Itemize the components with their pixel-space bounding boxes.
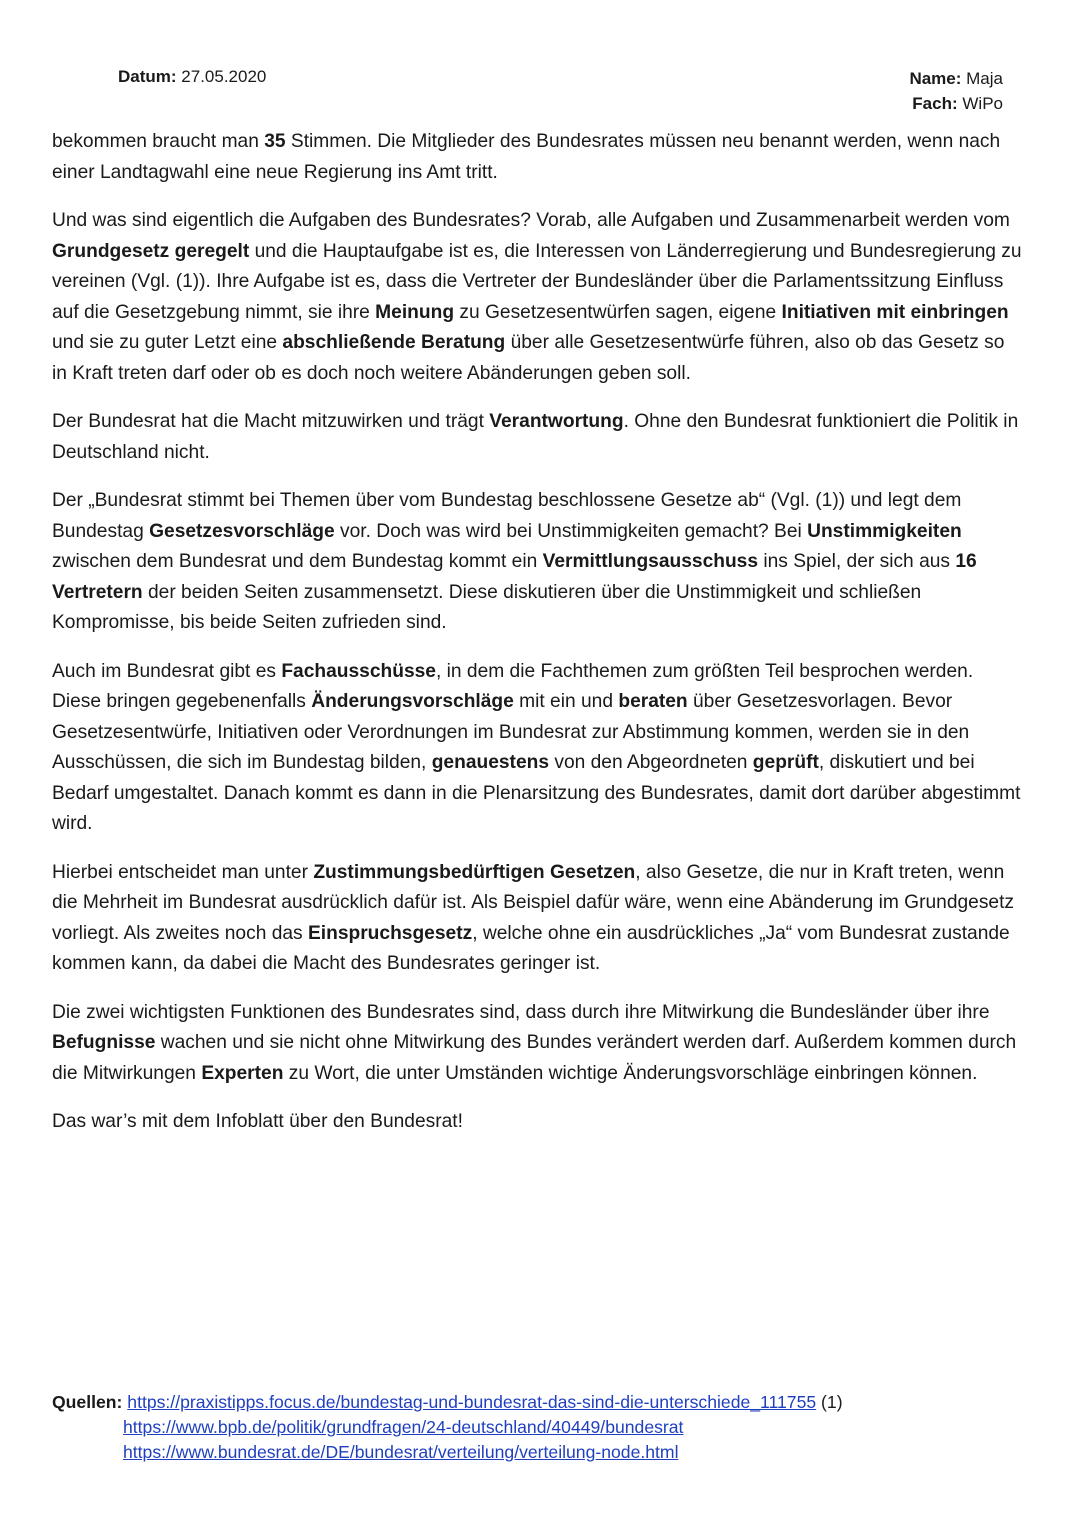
source-link[interactable]: https://praxistipps.focus.de/bundestag-und-bundesrat-das-sind-die-unterschiede_111755 xyxy=(127,1392,817,1412)
paragraph xyxy=(52,486,1022,639)
source-line xyxy=(52,1415,1042,1440)
bold-term: abschließende Beratung xyxy=(282,332,506,353)
text-run: zwischen dem Bundesrat und dem Bundestag kommt ein xyxy=(52,551,543,572)
bold-term: Fachausschüsse xyxy=(281,660,436,682)
sources-section xyxy=(52,1390,1042,1465)
text-run: zu Wort, die unter Umständen wichtige Änderungsvorschläge einbringen können. xyxy=(283,1062,978,1084)
text-run: und die Hauptaufgabe ist es, die Interessen von Länderregierung und Bundesregierung zu vereinen (Vgl. (1)). Ihre Aufgabe ist es, dass die Vertreter der Bundesländer über die Parlamentssitzung Einfluss auf die Gesetzgebung nimmt, sie ihre xyxy=(52,240,1022,323)
bold-term: Änderungsvorschläge xyxy=(311,691,514,712)
text-run: über Gesetzesvorlagen. Bevor Gesetzesentwürfe, Initiativen oder Verordnungen im Bundesrat zur Abstimmung kommen, werden sie in den Ausschüssen, die sich im Bundestag bilden, xyxy=(52,691,970,773)
bold-term: Zustimmungsbedürftigen Gesetzen xyxy=(313,861,636,883)
bold-term: genauestens xyxy=(431,752,550,773)
bold-term: Verantwortung xyxy=(489,411,624,432)
header-author xyxy=(909,66,1003,116)
bold-term: Meinung xyxy=(375,301,455,323)
bold-term: 35 xyxy=(264,131,286,152)
paragraph xyxy=(52,998,1022,1090)
paragraph xyxy=(52,407,1022,468)
text-run: Die zwei wichtigsten Funktionen des Bundesrates sind, dass durch ihre Mitwirkung die Bundesländer über ihre xyxy=(52,1001,990,1023)
paragraph xyxy=(52,657,1022,840)
document-body xyxy=(52,127,1022,1138)
text-run: mit ein und xyxy=(513,691,619,712)
text-run: Der Bundesrat hat die Macht mitzuwirken und trägt xyxy=(52,411,490,432)
paragraph xyxy=(52,858,1022,980)
subject-label: Fach: xyxy=(912,94,958,113)
text-run: . Ohne den Bundesrat funktioniert die Politik in Deutschland nicht. xyxy=(52,411,1019,463)
source-line xyxy=(52,1440,1042,1465)
text-run: , diskutiert und bei Bedarf umgestaltet. Danach kommt es dann in die Plenarsitzung des Bundesrates, damit dort darüber abgestimmt wird. xyxy=(52,752,1021,834)
subject-line xyxy=(909,91,1003,116)
bold-term: 16 Vertretern xyxy=(52,551,977,603)
bold-term: Gesetzesvorschläge xyxy=(149,520,335,542)
text-run: , in dem die Fachthemen zum größten Teil besprochen werden. Diese bringen gegebenenfalls xyxy=(52,660,974,712)
bold-term: beraten xyxy=(618,691,688,712)
text-run: wachen und sie nicht ohne Mitwirkung des Bundes verändert werden darf. Außerdem kommen durch die Mitwirkungen xyxy=(52,1032,1017,1084)
bold-term: Vermittlungsausschuss xyxy=(542,551,759,572)
text-run: Hierbei entscheidet man unter xyxy=(52,861,314,883)
text-run: ins Spiel, der sich aus xyxy=(758,551,956,572)
text-run: zu Gesetzesentwürfen sagen, eigene xyxy=(454,301,782,323)
bold-term: Einspruchsgesetz xyxy=(307,922,473,944)
paragraph xyxy=(52,1107,1022,1138)
text-run: Der „Bundesrat stimmt bei Themen über vom Bundestag beschlossene Gesetze ab“ (Vgl. (1)) und legt dem Bundestag xyxy=(52,490,962,542)
name-value: Maja xyxy=(966,69,1003,88)
source-line xyxy=(52,1390,1042,1415)
text-run: Auch im Bundesrat gibt es xyxy=(52,660,282,682)
bold-term: Befugnisse xyxy=(52,1032,156,1053)
source-link[interactable]: https://www.bundesrat.de/DE/bundesrat/verteilung/verteilung-node.html xyxy=(123,1442,679,1462)
header-date xyxy=(118,66,266,88)
date-value: 27.05.2020 xyxy=(181,67,267,86)
bold-term: Initiativen mit einbringen xyxy=(781,301,1009,323)
text-run: Und was sind eigentlich die Aufgaben des Bundesrates? Vorab, alle Aufgaben und Zusammenarbeit werden vom xyxy=(52,210,1010,231)
source-link[interactable]: https://www.bpb.de/politik/grundfragen/24-deutschland/40449/bundesrat xyxy=(123,1417,684,1437)
paragraph xyxy=(52,206,1022,389)
text-run: Stimmen. Die Mitglieder des Bundesrates müssen neu benannt werden, wenn nach einer Landtagwahl eine neue Regierung ins Amt tritt. xyxy=(52,131,1001,183)
text-run: und sie zu guter Letzt eine xyxy=(52,332,283,353)
text-run: Das war’s mit dem Infoblatt über den Bundesrat! xyxy=(52,1111,463,1132)
bold-term: Unstimmigkeiten xyxy=(807,520,962,542)
text-run: von den Abgeordneten xyxy=(549,752,753,773)
name-line xyxy=(909,66,1003,91)
text-run: über alle Gesetzesentwürfe führen, also ob das Gesetz so in Kraft treten darf oder ob es doch noch weitere Abänderungen geben soll. xyxy=(52,332,1005,384)
bold-term: Experten xyxy=(201,1062,284,1084)
bold-term: geprüft xyxy=(752,752,819,773)
text-run: vor. Doch was wird bei Unstimmigkeiten gemacht? Bei xyxy=(334,520,808,542)
source-note: (1) xyxy=(816,1392,843,1412)
text-run: , welche ohne ein ausdrückliches „Ja“ vom Bundesrat zustande kommen kann, da dabei die Macht des Bundesrates geringer ist. xyxy=(52,922,1010,974)
text-run: bekommen braucht man xyxy=(52,131,265,152)
bold-term: Grundgesetz geregelt xyxy=(52,240,250,262)
subject-value: WiPo xyxy=(962,94,1003,113)
date-label: Datum: xyxy=(118,67,177,86)
paragraph xyxy=(52,127,1022,188)
text-run: der beiden Seiten zusammensetzt. Diese diskutieren über die Unstimmigkeit und schließen Kompromisse, bis beide Seiten zufrieden sind. xyxy=(52,581,922,633)
name-label: Name: xyxy=(909,69,962,88)
text-run: , also Gesetze, die nur in Kraft treten, wenn die Mehrheit im Bundesrat ausdrücklich dafür ist. Als Beispiel dafür wäre, wenn eine Abänderung im Grundgesetz vorliegt. Als zweites noch das xyxy=(52,861,1015,944)
sources-label: Quellen: xyxy=(52,1392,123,1412)
